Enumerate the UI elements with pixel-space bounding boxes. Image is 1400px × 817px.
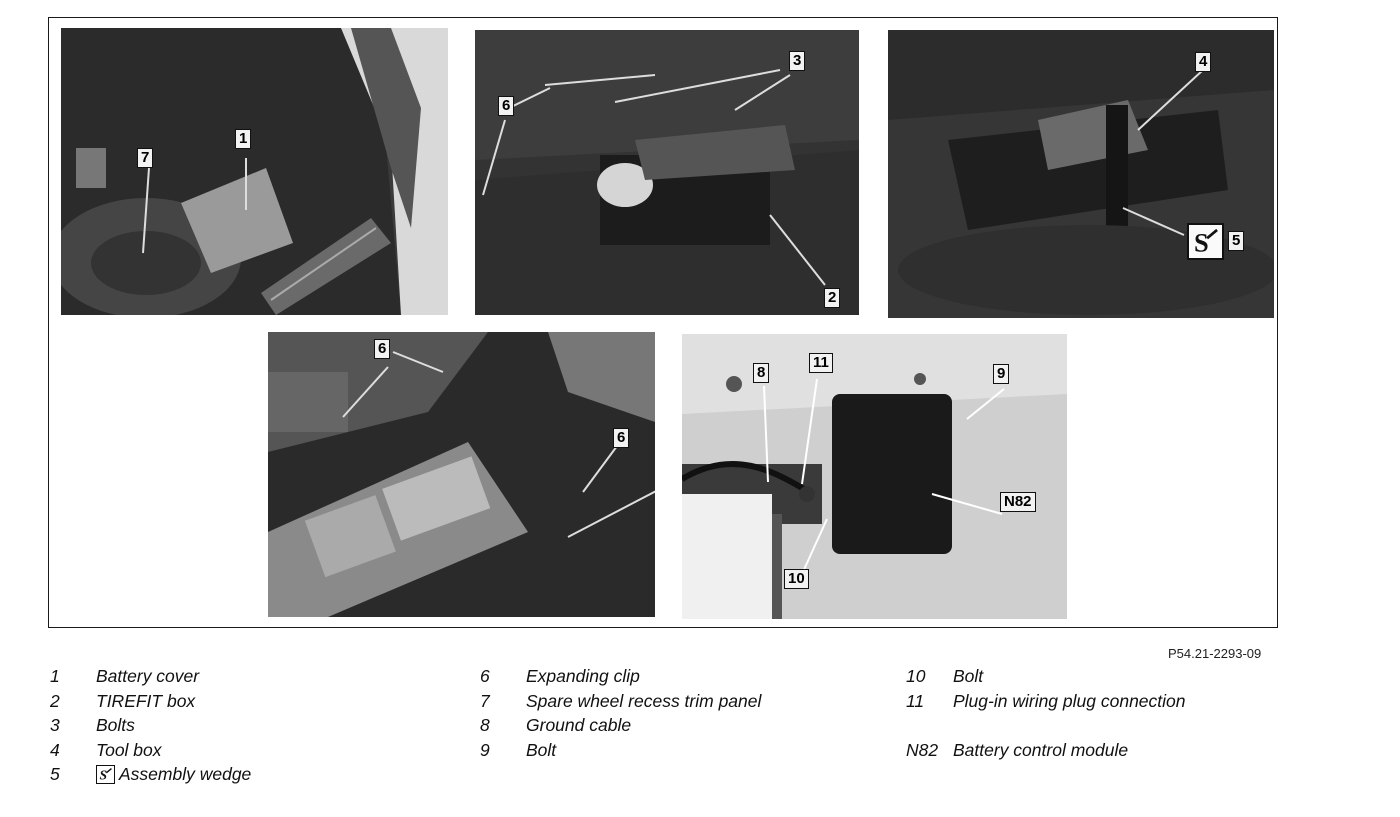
photo-tool-box [888,30,1274,318]
legend-number: 10 [906,666,926,686]
legend-number: 7 [480,690,490,711]
callout-5: 5 [1228,231,1244,251]
callout-1: 1 [235,129,251,149]
legend-text: Tool box [96,739,162,760]
legend-text: Bolts [96,715,135,735]
assembly-wedge-icon [1187,223,1224,260]
callout-6: 6 [613,428,629,448]
legend-text: Bolt [953,666,984,686]
legend-text: Bolt [526,739,557,760]
legend-number: 4 [50,739,60,760]
legend-text: Spare wheel recess trim panel [526,690,762,711]
callout-10: 10 [784,569,809,589]
callout-2: 2 [824,288,840,308]
photo-battery-clips [268,332,655,617]
legend-number: 9 [480,739,490,760]
legend-number: 5 [50,764,60,784]
photo-battery-control-module [682,334,1067,619]
callout-7: 7 [137,148,153,168]
legend-number: 2 [50,690,60,711]
callout-4: 4 [1195,52,1211,72]
figure-code: P54.21-2293-09 [1168,646,1262,661]
legend-number: 11 [906,690,925,711]
svg-text:S: S [99,767,108,783]
callout-8: 8 [753,363,769,383]
legend-text: Battery cover [96,666,200,686]
legend-number: 1 [50,666,60,686]
legend-number: 6 [480,666,490,686]
legend-number: 3 [50,715,60,735]
legend-text: Expanding clip [526,666,640,686]
callout-6: 6 [374,339,390,359]
legend-number: 8 [480,715,490,735]
callout-3: 3 [789,51,805,71]
legend-text: TIREFIT box [96,690,196,711]
legend-text: Assembly wedge [119,764,252,784]
legend-text-with-icon [96,764,251,785]
callout-9: 9 [993,364,1009,384]
photo-tirefit-box [475,30,859,315]
figure-frame [48,17,1278,628]
svg-text:S: S [1193,227,1209,258]
photo-trunk-battery-cover [61,28,448,315]
callout-6: 6 [498,96,514,116]
legend-number: N82 [906,739,939,760]
legend-text: Plug-in wiring plug connection [953,690,1186,711]
legend-text: Ground cable [526,715,632,735]
callout-11: 11 [809,353,833,373]
callout-n82: N82 [1000,492,1036,512]
legend-text: Battery control module [953,739,1129,760]
assembly-wedge-icon [96,765,115,784]
